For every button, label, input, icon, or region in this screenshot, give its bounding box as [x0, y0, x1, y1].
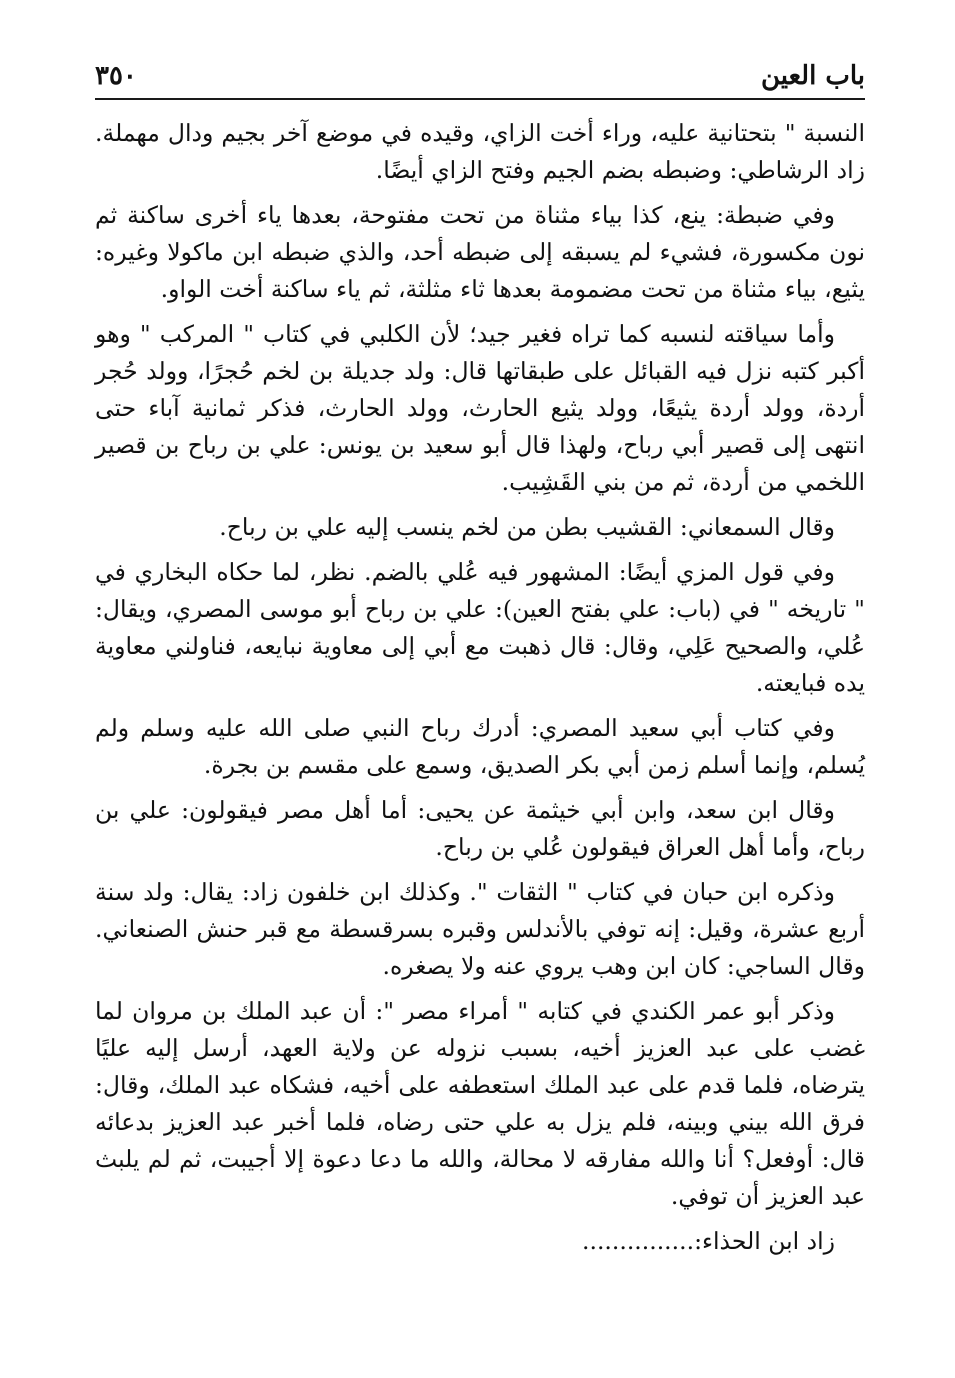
paragraph: وفي كتاب أبي سعيد المصري: أدرك رباح النبي صلى الله عليه وسلم ولم يُسلم، وإنما أسلم زمن أبي بكر الصديق، وسمع على مقسم بن بجرة.: [95, 714, 865, 779]
paragraph: النسبة " بتحتانية عليه، وراء أخت الزاي، وقيده في موضع آخر بجيم ودال مهملة. زاد الرشاطي: وضبطه بضم الجيم وفتح الزاي أيضًا.: [95, 119, 865, 184]
header-divider: [95, 98, 865, 100]
paragraph: وأما سياقته لنسبه كما تراه فغير جيد؛ لأن الكلبي في كتاب " المركب " وهو أكبر كتبه نزل فيه القبائل على طبقاتها قال: ولد جديلة بن لخم حُجرًا، وولد حُجر أردة، وولد أردة يثيعًا، وولد يثيع الحارث، وولد الحارث، فذكر ثمانية آباء حتى انتهى إلى قصير أبي رباح، ولهذا قال أبو سعيد بن يونس: علي بن رباح بن قصير اللخمي من أردة، ثم من بني القَشِيب.: [95, 320, 865, 496]
paragraph: وفي قول المزي أيضًا: المشهور فيه عُلي بالضم. نظر، لما حكاه البخاري في " تاريخه " في (باب: علي بفتح العين): علي بن رباح أبو موسى المصري، ويقال: عُلي، والصحيح عَلِي، وقال: قال ذهبت مع أبي إلى معاوية نبايعه، فناولني معاوية يده فبايعته.: [95, 558, 865, 697]
paragraph: وذكر أبو عمر الكندي في كتابه " أمراء مصر ": أن عبد الملك بن مروان لما غضب على عبد العزيز أخيه، بسبب نزوله عن ولاية العهد، أرسل إليه عليًا يترضاه، فلما قدم على عبد الملك استعطفه على أخيه، فشكاه عبد الملك، وقال: فرق الله بيني وبينه، فلم يزل به علي حتى رضاه، فلما أخبر عبد العزيز بدعائه قال: أوفعل؟ أنا والله مفارقه لا محالة، والله ما دعا دعوة إلا أجيبت، ثم لم يلبث عبد العزيز أن توفي.: [95, 997, 865, 1210]
running-header: [95, 52, 865, 98]
chapter-title: باب العين: [760, 61, 865, 91]
paragraph: وذكره ابن حبان في كتاب " الثقات ". وكذلك ابن خلفون زاد: يقال: ولد سنة أربع عشرة، وقيل: إنه توفي بالأندلس وقبره بسرقسطة مع قبر حنش الصنعاني. وقال الساجي: كان ابن وهب يروي عنه ولا يصغره.: [95, 878, 865, 980]
body-text: [95, 115, 865, 1268]
paragraph: وفي ضبطة: ينع، كذا بياء مثناة من تحت مفتوحة، بعدها ياء أخرى ساكنة ثم نون مكسورة، فشيء لم يسبقه إلى ضبطه أحد، والذي ضبطه ابن ماكولا وغيره: يثيع، بياء مثناة من تحت مضمومة بعدها ثاء مثلثة، ثم ياء ساكنة أخت الواو.: [95, 201, 865, 303]
paragraph: وقال السمعاني: القشيب بطن من لخم ينسب إليه علي بن رباح.: [219, 513, 835, 541]
page-number: ٣٥٠: [95, 61, 137, 91]
paragraph: زاد ابن الحذاء:...............: [582, 1227, 835, 1255]
paragraph: وقال ابن سعد، وابن أبي خيثمة عن يحيى: أما أهل مصر فيقولون: علي بن رباح، وأما أهل العراق فيقولون عُلي بن رباح.: [95, 796, 865, 861]
